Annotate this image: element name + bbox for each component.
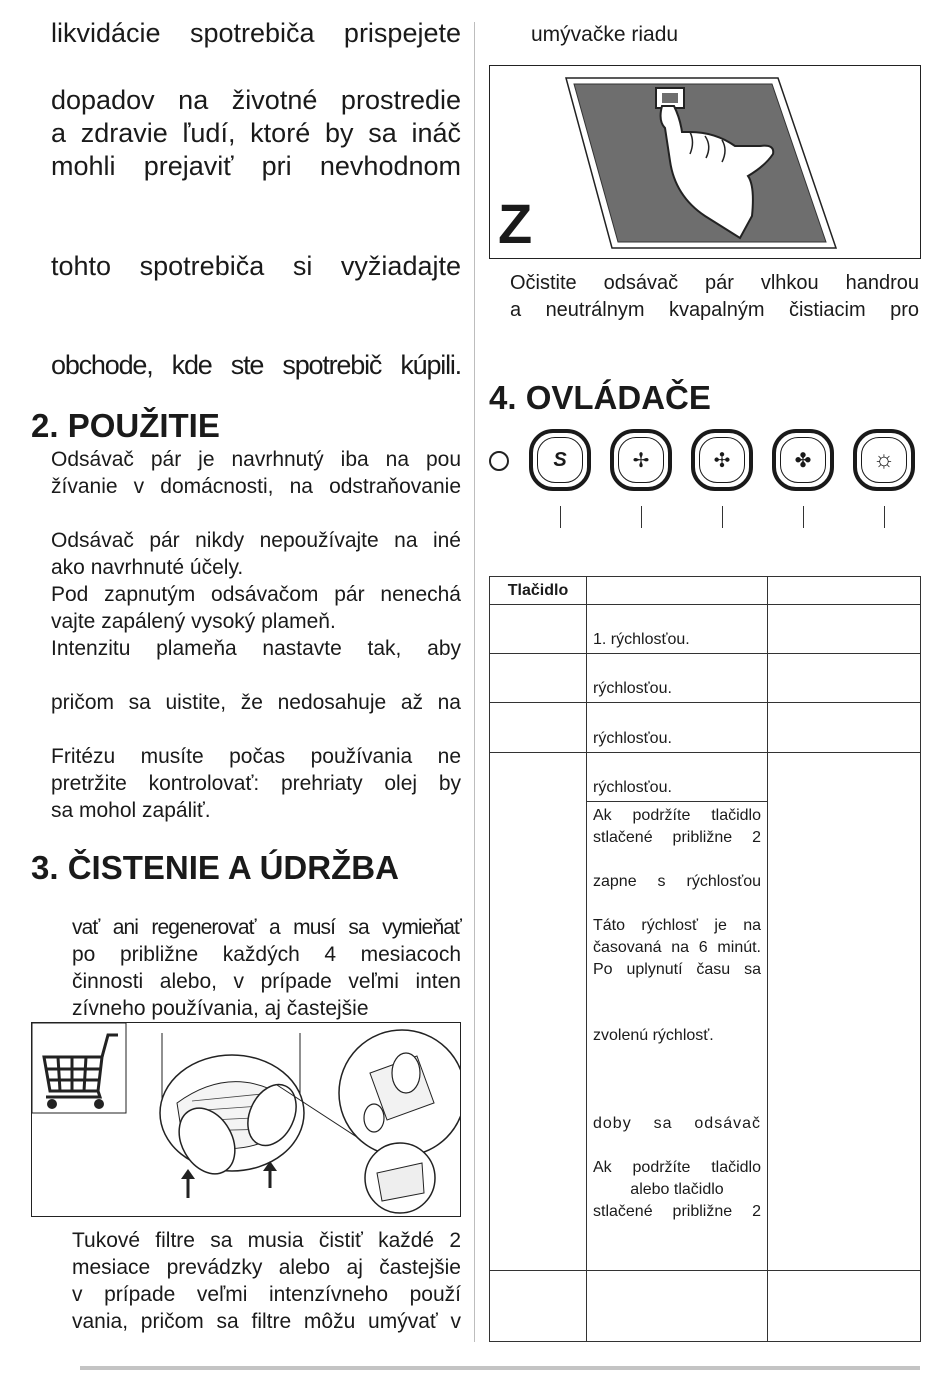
text-line: Fritézu musíte počas používania ne	[51, 745, 461, 768]
table-cell	[490, 703, 587, 753]
text-line: doby sa odsávač	[593, 1115, 761, 1132]
text-line: alebo tlačidlo	[630, 1181, 724, 1198]
text-line: pričom sa uistite, že nedosahuje až na	[51, 691, 461, 714]
text-line: stlačené približne 2	[593, 1203, 761, 1220]
text-line: časovaná na 6 minút.	[593, 939, 761, 956]
table-cell	[768, 654, 921, 703]
table-cell: 1. rýchlosťou.	[587, 605, 768, 654]
text-line: Táto rýchlosť je na	[593, 917, 761, 934]
text-line: v prípade veľmi intenzívneho použí	[72, 1283, 461, 1306]
table-cell	[490, 654, 587, 703]
table-cell	[768, 703, 921, 753]
text-line: Pod zapnutým odsávačom pár nenechá	[51, 583, 461, 606]
hood-illustration	[490, 66, 920, 258]
table-cell: rýchlosťou.	[587, 654, 768, 703]
text-line: umývačke riadu	[531, 23, 679, 46]
table-cell-description	[587, 802, 768, 1271]
control-button-power[interactable]	[529, 429, 591, 491]
hood-caption	[510, 270, 919, 324]
controls-table	[489, 576, 921, 1342]
text-line: Ak podržíte tlačidlo	[593, 807, 761, 824]
usage-text	[51, 446, 461, 824]
text-line: Očistite odsávač pár vlhkou handrou	[510, 272, 919, 294]
control-button-speed-1[interactable]	[610, 429, 672, 491]
text-line: vať ani regenerovať a musí sa vymieňať	[72, 916, 461, 939]
text-line: Odsávač pár nikdy nepoužívajte na iné	[51, 529, 461, 552]
text-line: a neutrálnym kvapalným čistiacim pro	[510, 299, 919, 321]
text-line: Po uplynutí času sa	[593, 961, 761, 978]
button-pointer-line	[641, 506, 642, 528]
table-cell	[490, 605, 587, 654]
table-cell	[768, 753, 921, 1271]
figure-letter: Z	[498, 192, 533, 255]
button-pointer-line	[560, 506, 561, 528]
grease-filter-figure	[31, 1022, 461, 1217]
table-cell	[768, 1271, 921, 1342]
control-button-light[interactable]	[853, 429, 915, 491]
text-line: zapne s rýchlosťou	[593, 873, 761, 890]
text-line: vajte zapálený vysoký plameň.	[51, 610, 336, 633]
cleaning-text-top	[72, 914, 461, 1022]
table-header-button: Tlačidlo	[490, 577, 587, 605]
button-pointer-line	[722, 506, 723, 528]
text-line: pretržite kontrolovať: prehriaty olej by	[51, 772, 461, 795]
text-line: a zdravie ľudí, ktoré by sa ináč	[51, 118, 461, 148]
hood-cleaning-figure	[489, 65, 921, 259]
button-pointer-line	[884, 506, 885, 528]
text-line: tohto spotrebiča si vyžiadajte	[51, 251, 461, 281]
table-header-cell	[768, 577, 921, 605]
text-line: po približne každých 4 mesiacoch	[72, 943, 461, 966]
light-icon: ☼	[873, 446, 895, 473]
table-cell: rýchlosťou.	[587, 753, 768, 802]
text-line: zvolenú rýchlosť.	[593, 1027, 714, 1044]
text-line: stlačené približne 2	[593, 829, 761, 846]
control-button-speed-3[interactable]	[772, 429, 834, 491]
text-line: Tukové filtre sa musia čistiť každé 2	[72, 1229, 461, 1252]
table-cell	[490, 1271, 587, 1342]
text-line: dopadov na životné prostredie	[51, 85, 461, 115]
text-line: Odsávač pár je navrhnutý iba na pou	[51, 448, 461, 471]
power-s-icon: S	[553, 448, 567, 471]
fan-speed-2-icon: ✣	[713, 449, 731, 472]
text-line: zívneho používania, aj častejšie	[72, 997, 369, 1020]
control-button-speed-2[interactable]	[691, 429, 753, 491]
indicator-led	[489, 451, 509, 471]
text-line: ako navrhnuté účely.	[51, 556, 244, 579]
fan-speed-3-icon: ✤	[794, 449, 812, 472]
text-line: činnosti alebo, v prípade veľmi inten	[72, 970, 461, 993]
text-line: mesiace prevádzky alebo aj častejšie	[72, 1256, 461, 1279]
fan-speed-1-icon: ✢	[632, 449, 650, 472]
table-cell	[587, 1271, 768, 1342]
button-pointer-line	[803, 506, 804, 528]
table-cell	[768, 605, 921, 654]
text-line: mohli prejaviť pri nevhodnom	[51, 151, 461, 181]
footer-rule	[80, 1366, 920, 1370]
text-line: Intenzitu plameňa nastavte tak, aby	[51, 637, 461, 660]
table-header-cell	[587, 577, 768, 605]
text-line: vania, pričom sa filtre môžu umývať v	[72, 1310, 461, 1333]
section-heading-controls: 4. OVLÁDAČE	[489, 379, 711, 416]
table-cell	[490, 753, 587, 1271]
text-line: obchode, kde ste spotrebič kúpili.	[51, 350, 461, 380]
column-divider	[474, 22, 475, 1342]
table-cell: rýchlosťou.	[587, 703, 768, 753]
filter-illustration	[32, 1023, 460, 1216]
cleaning-text-bottom	[72, 1227, 461, 1335]
text-line: sa mohol zapáliť.	[51, 799, 211, 822]
section-heading-cleaning: 3. ČISTENIE A ÚDRŽBA	[31, 849, 399, 886]
text-line: Ak podržíte tlačidlo	[593, 1159, 761, 1176]
text-line: žívanie v domácnosti, na odstraňovanie	[51, 475, 461, 498]
section-heading-usage: 2. POUŽITIE	[31, 407, 220, 444]
text-line: likvidácie spotrebiča prispejete	[51, 18, 461, 48]
